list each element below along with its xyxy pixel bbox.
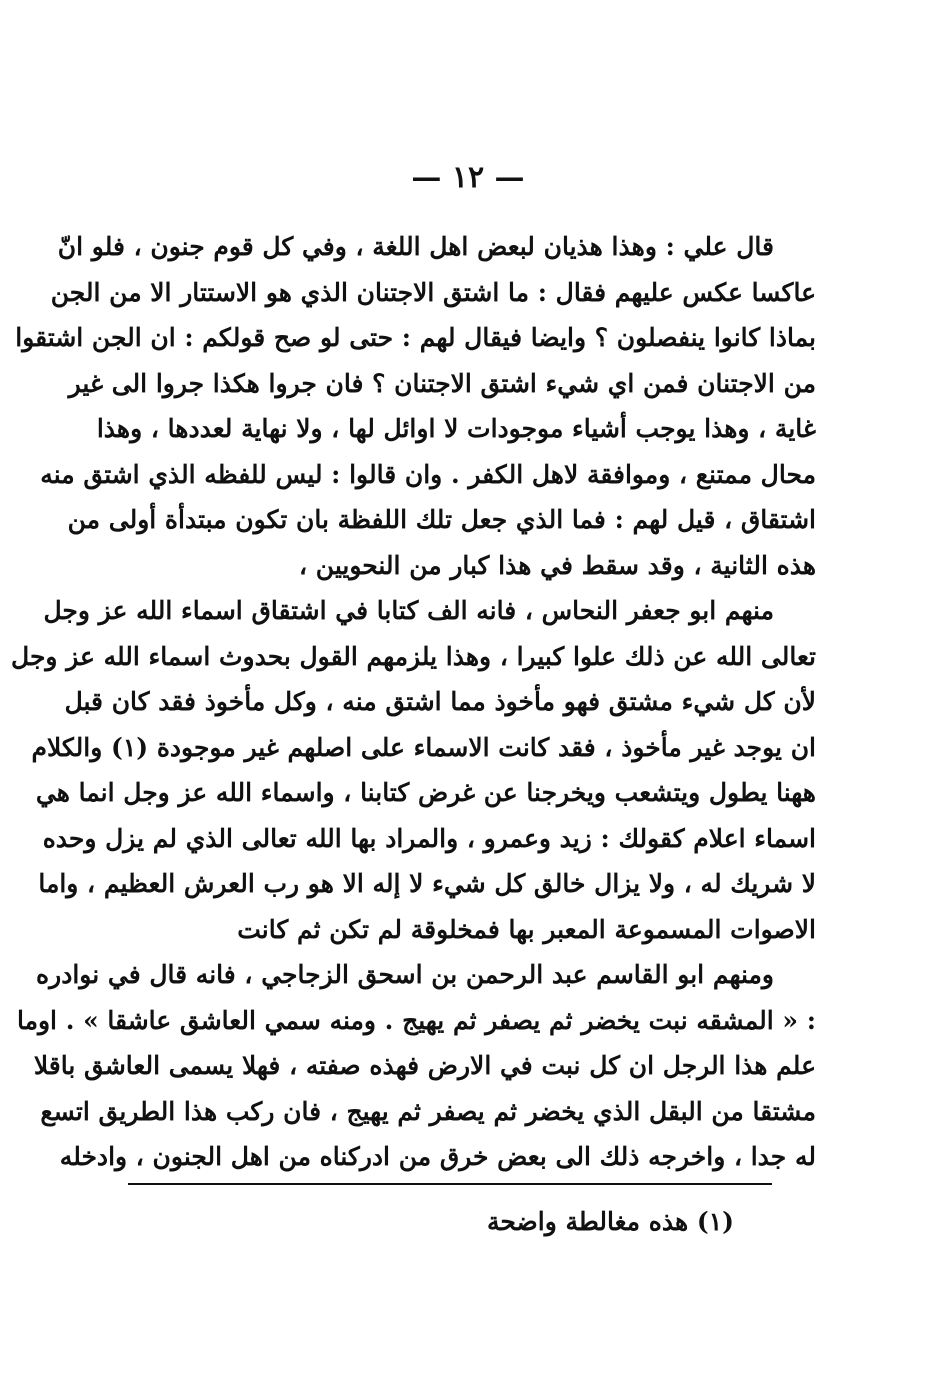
text-line: لأن كل شيء مشتق فهو مأخوذ مما اشتق منه ، وكل مأخوذ فقد كان قبل (64, 687, 816, 716)
paragraph-3 (16, 952, 816, 1180)
footnote-divider (128, 1183, 772, 1185)
text-line: من الاجتنان فمن اي شيء اشتق الاجتنان ؟ فان جروا هكذا جروا الى غير (68, 368, 816, 398)
page-number: — ١٢ — (411, 160, 525, 195)
text-line: الاصوات المسموعة المعبر بها فمخلوقة لم تكن ثم كانت (237, 914, 816, 944)
text-line: لا شريك له ، ولا يزال خالق كل شيء لا إله الا هو رب العرش العظيم ، واما (38, 869, 816, 898)
text-line: مشتقا من البقل الذي يخضر ثم يصفر ثم يهيج ، فان ركب هذا الطريق اتسع (40, 1096, 816, 1126)
text-line: هذه الثانية ، وقد سقط في هذا كبار من النحويين ، (299, 550, 816, 580)
footnote: (١) هذه مغالطة واضحة (486, 1207, 734, 1236)
text-line: : « المشقه نبت يخضر ثم يصفر ثم يهيج . ومنه سمي العاشق عاشقا » . اوما (16, 1005, 816, 1035)
text-line: محال ممتنع ، وموافقة لاهل الكفر . وان قالوا : ليس للفظه الذي اشتق منه (40, 459, 816, 489)
text-line: اشتقاق ، قيل لهم : فما الذي جعل تلك اللفظة بان تكون مبتدأة أولى من (67, 505, 816, 534)
text-line: ان يوجد غير مأخوذ ، فقد كانت الاسماء على اصلهم غير موجودة (١) والكلام (31, 732, 816, 762)
text-line: اسماء اعلام كقولك : زيد وعمرو ، والمراد بها الله تعالى الذي لم يزل وحده (42, 823, 816, 853)
text-line: ومنهم ابو القاسم عبد الرحمن بن اسحق الزجاجي ، فانه قال في نوادره (36, 960, 774, 989)
text-line: تعالى الله عن ذلك علوا كبيرا ، وهذا يلزمهم القول بحدوث اسماء الله عز وجل (11, 641, 816, 671)
text-line: بماذا كانوا ينفصلون ؟ وايضا فيقال لهم : حتى لو صح قولكم : ان الجن اشتقوا (15, 323, 816, 352)
text-line: عاكسا عكس عليهم فقال : ما اشتق الاجتنان الذي هو الاستتار الا من الجن (50, 277, 816, 307)
text-line: ههنا يطول ويتشعب ويخرجنا عن غرض كتابنا ، واسماء الله عز وجل انما هي (35, 778, 816, 807)
paragraph-2 (11, 588, 816, 952)
text-line: قال علي : وهذا هذيان لبعض اهل اللغة ، وفي كل قوم جنون ، فلو انّ (57, 232, 774, 261)
text-line: منهم ابو جعفر النحاس ، فانه الف كتابا في اشتقاق اسماء الله عز وجل (43, 596, 774, 625)
paragraph-1 (15, 224, 816, 588)
text-line: له جدا ، واخرجه ذلك الى بعض خرق من ادركناه من اهل الجنون ، وادخله (59, 1142, 816, 1171)
text-line: علم هذا الرجل ان كل نبت في الارض فهذه صفته ، فهلا يسمى العاشق باقلا (33, 1051, 816, 1080)
text-line: غاية ، وهذا يوجب أشياء موجودات لا اوائل لها ، ولا نهاية لعددها ، وهذا (96, 414, 816, 443)
main-text (11, 224, 816, 1180)
